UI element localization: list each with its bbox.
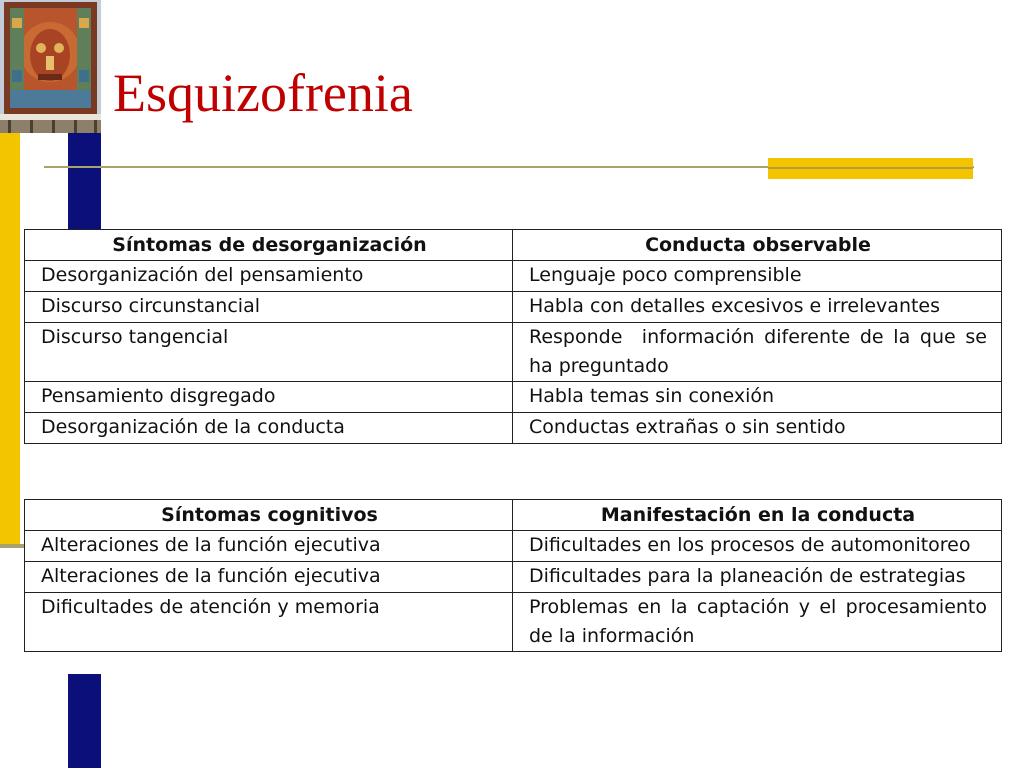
symptom-cell: Desorganización de la conducta — [25, 413, 513, 444]
navy-bar-top — [68, 133, 101, 229]
table-header-row — [25, 500, 1002, 531]
symptom-cell: Discurso tangencial — [25, 323, 513, 382]
slide-title: Esquizofrenia — [113, 63, 413, 123]
symptom-cell: Alteraciones de la función ejecutiva — [25, 531, 513, 562]
table-row — [25, 531, 1002, 562]
left-yellow-bar — [0, 133, 20, 548]
conduct-cell: Habla temas sin conexión — [513, 382, 1002, 413]
conduct-cell: Responde información diferente de la que se ha preguntado — [513, 323, 1002, 382]
symptom-cell: Discurso circunstancial — [25, 292, 513, 323]
conduct-cell: Habla con detalles excesivos e irrelevantes — [513, 292, 1002, 323]
table-row — [25, 323, 1002, 382]
symptom-cell: Pensamiento disgregado — [25, 382, 513, 413]
manifestation-cell: Dificultades en los procesos de automonitoreo — [513, 531, 1002, 562]
yellow-accent-bar — [768, 158, 973, 179]
table-row — [25, 413, 1002, 444]
disorganization-symptoms-table — [24, 229, 1002, 444]
symptom-cell: Dificultades de atención y memoria — [25, 593, 513, 652]
conduct-cell: Conductas extrañas o sin sentido — [513, 413, 1002, 444]
manifestation-cell: Dificultades para la planeación de estrategias — [513, 562, 1002, 593]
left-bar-underline — [0, 544, 24, 548]
cognitive-symptoms-table — [24, 499, 1002, 652]
table-row — [25, 382, 1002, 413]
header-conduct: Conducta observable — [513, 230, 1002, 261]
university-mural-logo — [0, 0, 101, 133]
table-row — [25, 562, 1002, 593]
conduct-cell: Lenguaje poco comprensible — [513, 261, 1002, 292]
navy-bar-bottom — [68, 674, 101, 768]
table-row — [25, 292, 1002, 323]
symptom-cell: Desorganización del pensamiento — [25, 261, 513, 292]
manifestation-cell: Problemas en la captación y el procesamiento de la información — [513, 593, 1002, 652]
table-row — [25, 593, 1002, 652]
header-cognitive-symptoms: Síntomas cognitivos — [25, 500, 513, 531]
table-row — [25, 261, 1002, 292]
symptom-cell: Alteraciones de la función ejecutiva — [25, 562, 513, 593]
table-header-row — [25, 230, 1002, 261]
header-symptoms: Síntomas de desorganización — [25, 230, 513, 261]
header-manifestation: Manifestación en la conducta — [513, 500, 1002, 531]
